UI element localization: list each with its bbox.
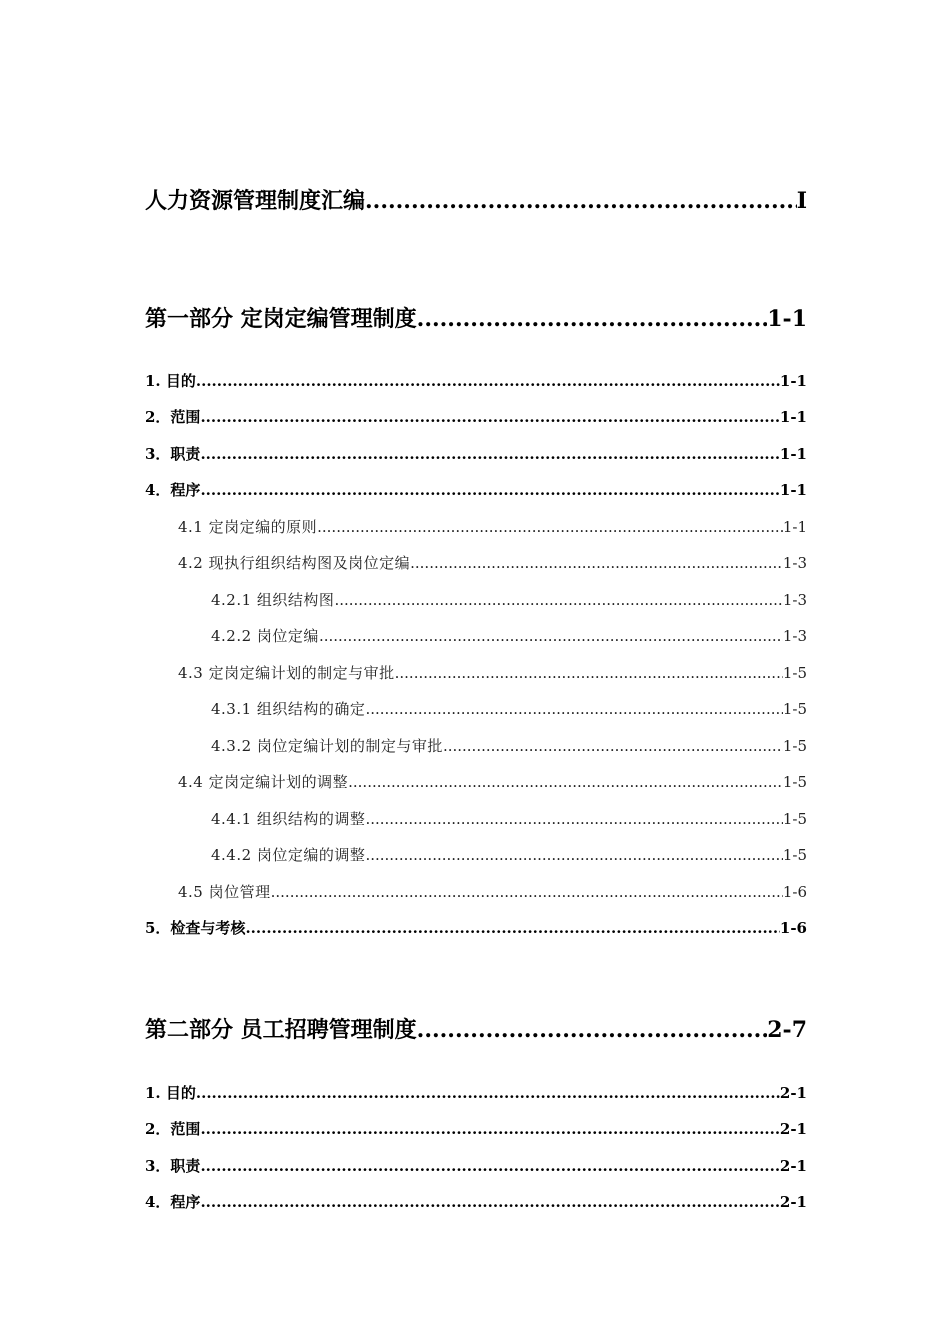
toc-entry-label: 4.2.1 组织结构图 <box>211 591 335 609</box>
toc-entry-label: 2．范围 <box>145 1120 201 1138</box>
toc-entry[interactable] <box>211 589 807 611</box>
toc-entry-page: 2-1 <box>779 1157 807 1175</box>
toc-entry[interactable] <box>178 881 807 903</box>
toc-leader-dots <box>200 1157 779 1175</box>
toc-leader-dots <box>334 591 782 609</box>
toc-leader-dots <box>319 627 783 645</box>
toc-part2-title-page: 2-7 <box>767 1017 807 1043</box>
toc-entry-page: 1-5 <box>782 810 807 828</box>
toc-leader-dots <box>348 773 783 791</box>
toc-entry-page: 2-1 <box>779 1120 807 1138</box>
toc-entry-label: 4．程序 <box>145 1193 201 1211</box>
toc-entry-page: 2-1 <box>779 1084 807 1102</box>
toc-leader-dots <box>365 846 782 864</box>
toc-main-title-page: I <box>796 188 807 214</box>
toc-entry-label: 4.4.1 组织结构的调整 <box>211 810 366 828</box>
toc-entry-label: 3．职责 <box>145 445 201 463</box>
toc-leader-dots <box>200 481 779 499</box>
toc-entry[interactable] <box>145 1191 807 1213</box>
toc-entry[interactable] <box>145 443 807 465</box>
toc-part2-title-label: 第二部分 员工招聘管理制度 <box>145 1017 417 1043</box>
toc-entry-label: 4.4 定岗定编计划的调整 <box>178 773 349 791</box>
toc-leader-dots <box>417 306 768 332</box>
toc-entry[interactable] <box>211 698 807 720</box>
toc-entry[interactable] <box>145 479 807 501</box>
toc-leader-dots <box>365 700 782 718</box>
toc-entry-page: 2-1 <box>779 1193 807 1211</box>
toc-entry[interactable] <box>211 844 807 866</box>
toc-leader-dots <box>200 1120 779 1138</box>
toc-entry[interactable] <box>178 516 807 538</box>
toc-leader-dots <box>365 810 782 828</box>
toc-entry[interactable] <box>211 808 807 830</box>
toc-entry[interactable] <box>178 552 807 574</box>
toc-leader-dots <box>395 664 783 682</box>
toc-entry-label: 4.3 定岗定编计划的制定与审批 <box>178 664 395 682</box>
toc-entry-page: 1-1 <box>779 408 807 426</box>
toc-leader-dots <box>317 518 783 536</box>
toc-leader-dots <box>196 372 780 390</box>
toc-entry-page: 1-5 <box>782 700 807 718</box>
toc-entry[interactable] <box>211 735 807 757</box>
toc-leader-dots <box>410 554 783 572</box>
toc-entry[interactable] <box>145 917 807 939</box>
toc-entry-label: 1. 目的 <box>145 372 196 390</box>
toc-entry-label: 4.4.2 岗位定编的调整 <box>211 846 366 864</box>
toc-entry-page: 1-1 <box>779 481 807 499</box>
toc-entry[interactable] <box>145 1118 807 1140</box>
toc-part2-title[interactable] <box>145 1013 807 1043</box>
toc-part1-title-label: 第一部分 定岗定编管理制度 <box>145 306 417 332</box>
toc-entry-label: 3．职责 <box>145 1157 201 1175</box>
toc-entry-page: 1-1 <box>782 518 807 536</box>
toc-entry-page: 1-3 <box>782 591 807 609</box>
toc-entry-label: 2．范围 <box>145 408 201 426</box>
toc-part1-title-page: 1-1 <box>767 306 807 332</box>
toc-entry-label: 5．检查与考核 <box>145 919 246 937</box>
toc-entry-page: 1-5 <box>782 664 807 682</box>
toc-entry-page: 1-6 <box>779 919 807 937</box>
toc-entry-label: 4.3.2 岗位定编计划的制定与审批 <box>211 737 443 755</box>
toc-main-title-label: 人力资源管理制度汇编 <box>145 188 366 214</box>
toc-leader-dots <box>443 737 783 755</box>
toc-entry[interactable] <box>211 625 807 647</box>
toc-entry-label: 4.5 岗位管理 <box>178 883 271 901</box>
toc-entry-label: 1. 目的 <box>145 1084 196 1102</box>
toc-leader-dots <box>365 188 797 214</box>
toc-entry-page: 1-6 <box>782 883 807 901</box>
toc-entry[interactable] <box>178 771 807 793</box>
toc-entry-label: 4.2 现执行组织结构图及岗位定编 <box>178 554 411 572</box>
toc-leader-dots <box>200 1193 779 1211</box>
toc-leader-dots <box>245 919 779 937</box>
toc-entry-page: 1-3 <box>782 554 807 572</box>
toc-leader-dots <box>200 408 779 426</box>
toc-entry[interactable] <box>145 1155 807 1177</box>
toc-entry[interactable] <box>178 662 807 684</box>
toc-entry[interactable] <box>145 370 807 392</box>
toc-leader-dots <box>417 1017 768 1043</box>
toc-part1-title[interactable] <box>145 302 807 332</box>
toc-entry-page: 1-5 <box>782 773 807 791</box>
toc-entry-label: 4.2.2 岗位定编 <box>211 627 319 645</box>
toc-entry[interactable] <box>145 406 807 428</box>
toc-leader-dots <box>271 883 783 901</box>
toc-entry-page: 1-1 <box>779 445 807 463</box>
toc-entry-page: 1-1 <box>779 372 807 390</box>
toc-entry-label: 4.1 定岗定编的原则 <box>178 518 318 536</box>
toc-entry[interactable] <box>145 1082 807 1104</box>
toc-entry-page: 1-5 <box>782 737 807 755</box>
toc-leader-dots <box>200 445 779 463</box>
toc-entry-page: 1-5 <box>782 846 807 864</box>
toc-entry-page: 1-3 <box>782 627 807 645</box>
toc-leader-dots <box>196 1084 780 1102</box>
toc-main-title[interactable] <box>145 184 807 214</box>
toc-entry-label: 4．程序 <box>145 481 201 499</box>
toc-entry-label: 4.3.1 组织结构的确定 <box>211 700 366 718</box>
